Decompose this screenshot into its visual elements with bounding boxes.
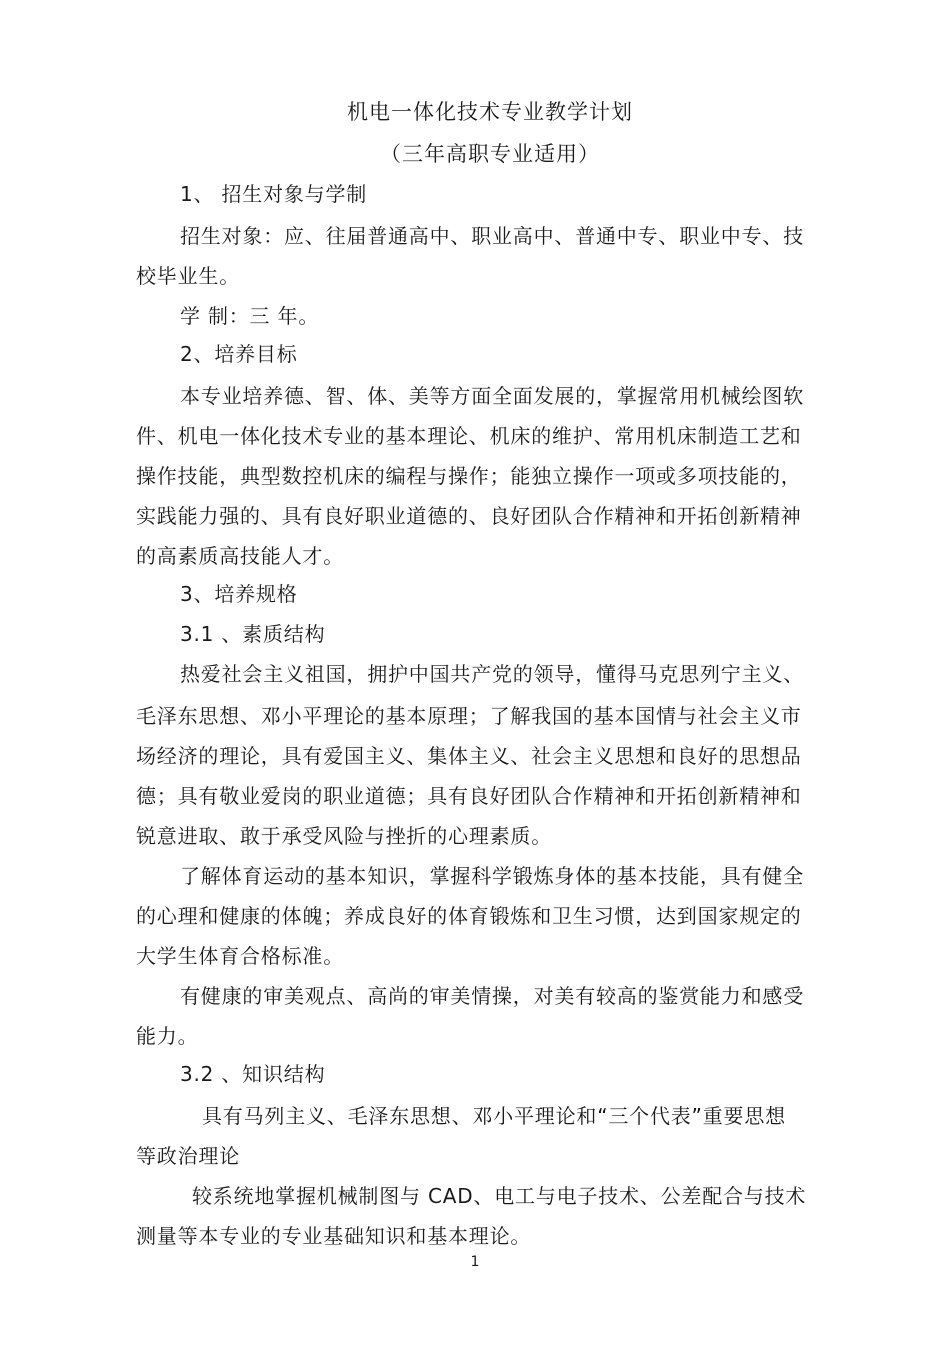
paragraph-line: 大学生体育合格标准。 — [136, 944, 344, 968]
paragraph-line: 的高素质高技能人才。 — [136, 544, 344, 568]
paragraph-line: 了解体育运动的基本知识，掌握科学锻炼身体的基本技能，具有健全 — [180, 864, 804, 888]
paragraph-line: 操作技能，典型数控机床的编程与操作；能独立操作一项或多项技能的， — [136, 464, 802, 488]
document-title: 机电一体化技术专业教学计划 — [347, 100, 633, 124]
heading-3-2-knowledge: 3.2 、知识结构 — [180, 1062, 326, 1086]
paragraph-line: 本专业培养德、智、体、美等方面全面发展的，掌握常用机械绘图软 — [180, 384, 804, 408]
paragraph-line: 件、机电一体化技术专业的基本理论、机床的维护、常用机床制造工艺和 — [136, 424, 802, 448]
paragraph-line: 热爱社会主义祖国，拥护中国共产党的领导，懂得马克思列宁主义、 — [180, 662, 804, 686]
paragraph-line: 毛泽东思想、邓小平理论的基本原理；了解我国的基本国情与社会主义市 — [136, 704, 802, 728]
paragraph-line: 的心理和健康的体魄；养成良好的体育锻炼和卫生习惯，达到国家规定的 — [136, 904, 802, 928]
paragraph-line: 学 制：三 年。 — [180, 304, 320, 328]
paragraph-line: 具有马列主义、毛泽东思想、邓小平理论和“三个代表”重要思想 — [202, 1104, 786, 1128]
paragraph-line: 测量等本专业的专业基础知识和基本理论。 — [136, 1224, 532, 1248]
paragraph-line: 能力。 — [136, 1024, 199, 1048]
paragraph-line: 有健康的审美观点、高尚的审美情操，对美有较高的鉴赏能力和感受 — [180, 984, 804, 1008]
paragraph-line: 招生对象：应、往届普通高中、职业高中、普通中专、职业中专、技 — [180, 224, 804, 248]
heading-3-1-quality: 3.1 、素质结构 — [180, 622, 326, 646]
paragraph-line: 较系统地掌握机械制图与 CAD、电工与电子技术、公差配合与技术 — [192, 1184, 807, 1208]
heading-1-enrollment: 1、 招生对象与学制 — [180, 182, 368, 206]
heading-2-goals: 2、培养目标 — [180, 342, 298, 366]
heading-3-specs: 3、培养规格 — [180, 582, 298, 606]
page-number: 1 — [470, 1254, 480, 1270]
paragraph-line: 实践能力强的、具有良好职业道德的、良好团队合作精神和开拓创新精神 — [136, 504, 802, 528]
paragraph-line: 校毕业生。 — [136, 264, 240, 288]
paragraph-line: 锐意进取、敢于承受风险与挫折的心理素质。 — [136, 824, 552, 848]
paragraph-line: 等政治理论 — [136, 1144, 240, 1168]
paragraph-line: 德；具有敬业爱岗的职业道德；具有良好团队合作精神和开拓创新精神和 — [136, 784, 802, 808]
paragraph-line: 场经济的理论，具有爱国主义、集体主义、社会主义思想和良好的思想品 — [136, 744, 802, 768]
document-subtitle: （三年高职专业适用） — [380, 142, 600, 166]
